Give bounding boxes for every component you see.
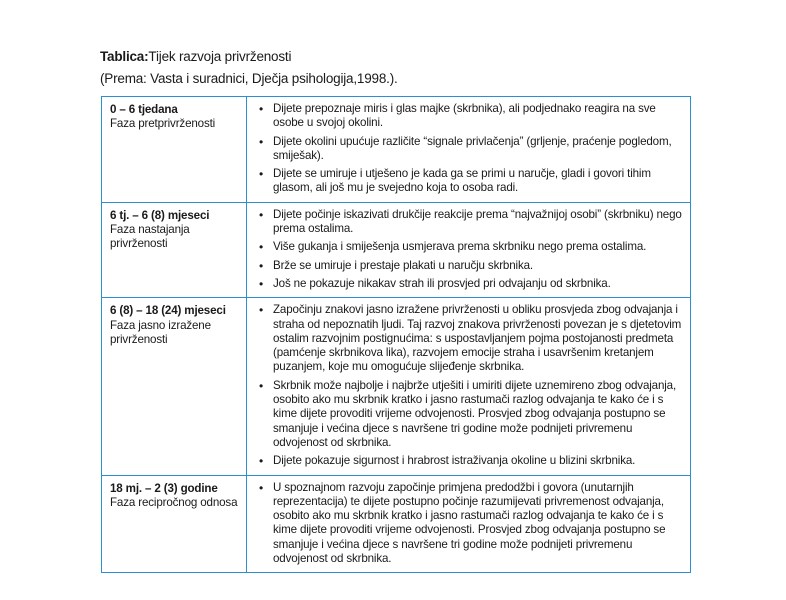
- list-item: • Dijete pokazuje sigurnost i hrabrost istraživanja okoline u blizini skrbnika.: [257, 454, 684, 468]
- list-item: • Dijete okolini upućuje različite “signale privlačenja” (grljenje, praćenje pogledom, smiješak).: [257, 135, 684, 164]
- stage-age: 6 (8) – 18 (24) mjeseci: [110, 304, 226, 318]
- stage-age: 6 tj. – 6 (8) mjeseci: [110, 208, 210, 222]
- list-item: • U spoznajnom razvoju započinje primjena predodžbi i govora (unutarnjih reprezentacija) te dijete postupno počinje razumijevati privremenost odvajanja, osobito ako mu skrbnik kratko i jasno rastumači razlog odvajanja te kako će i s kime dijete provoditi vrijeme odvojenosti. Prosvjed zbog odvajanja postupno se smanjuje i većina djece s navršene tri godine može podnijeti privremenu odvojenost od skrbnika.: [257, 481, 684, 567]
- description-cell: [247, 298, 691, 475]
- caption-source: (Prema: Vasta i suradnici, Dječja psihologija,1998.).: [100, 71, 398, 86]
- table-row: [102, 298, 691, 475]
- description-cell: [247, 475, 691, 573]
- caption-label: Tablica:: [100, 49, 149, 64]
- stage-age: 0 – 6 tjedana: [110, 103, 178, 116]
- table-row: [102, 202, 691, 297]
- caption-title: Tijek razvoja privrženosti: [148, 49, 292, 64]
- stage-phase: Faza recipročnog odnosa: [110, 495, 238, 509]
- list-item: • Još ne pokazuje nikakav strah ili prosvjed pri odvajanju od skrbnika.: [257, 277, 684, 291]
- list-item: • Dijete prepoznaje miris i glas majke (skrbnika), ali podjednako reagira na sve osobe u svojoj okolini.: [257, 102, 684, 131]
- attachment-development-table: [101, 96, 691, 573]
- description-list: [257, 102, 684, 196]
- table-row: [102, 475, 691, 573]
- list-item: • Započinju znakovi jasno izražene privrženosti u obliku prosvjeda zbog odvajanja i straha od nepoznatih ljudi. Taj razvoj znakova privrženosti povezan je s djetetovim ostalim razvojnim postignućima: s uspostavljanjem pojma postojanosti predmeta (pamćenje skrbnikova lika), razvojem emocije straha i usavršenim kretanjem puzanjem, koje mu omogućuje slijeđenje skrbnika.: [257, 303, 684, 374]
- stage-cell: [102, 202, 247, 297]
- table-caption: [100, 48, 720, 88]
- stage-age: 18 mj. – 2 (3) godine: [110, 481, 218, 495]
- list-item: • Brže se umiruje i prestaje plakati u naručju skrbnika.: [257, 259, 684, 273]
- list-item: • Skrbnik može najbolje i najbrže utješiti i umiriti dijete uznemireno zbog odvajanja, osobito ako mu skrbnik kratko i jasno rastumači razlog odvajanja te kako će i s kime dijete provoditi vrijeme odvojenosti. Prosvjed zbog odvajanja postupno se smanjuje i većina djece s navršene tri godine može podnijeti privremenu odvojenost od skrbnika.: [257, 379, 684, 450]
- stage-phase: Faza jasno izražene privrženosti: [110, 318, 211, 346]
- table-row: [102, 97, 691, 203]
- caption-title-line: [100, 48, 720, 66]
- stage-cell: [102, 97, 247, 203]
- stage-cell: [102, 475, 247, 573]
- description-list: [257, 208, 684, 291]
- description-list: [257, 303, 684, 468]
- list-item: • Dijete počinje iskazivati drukčije reakcije prema “najvažnijoj osobi” (skrbniku) nego prema ostalima.: [257, 208, 684, 237]
- description-cell: [247, 202, 691, 297]
- list-item: • Dijete se umiruje i utješeno je kada ga se primi u naručje, gladi i govori tihim glasom, ali još mu je svejedno koja to osoba radi.: [257, 167, 684, 196]
- description-list: [257, 481, 684, 567]
- stage-phase: Faza pretprivrženosti: [110, 117, 216, 131]
- list-item: • Više gukanja i smiješenja usmjerava prema skrbniku nego prema ostalima.: [257, 240, 684, 254]
- stage-phase: Faza nastajanja privrženosti: [110, 223, 190, 251]
- description-cell: [247, 97, 691, 203]
- stage-cell: [102, 298, 247, 475]
